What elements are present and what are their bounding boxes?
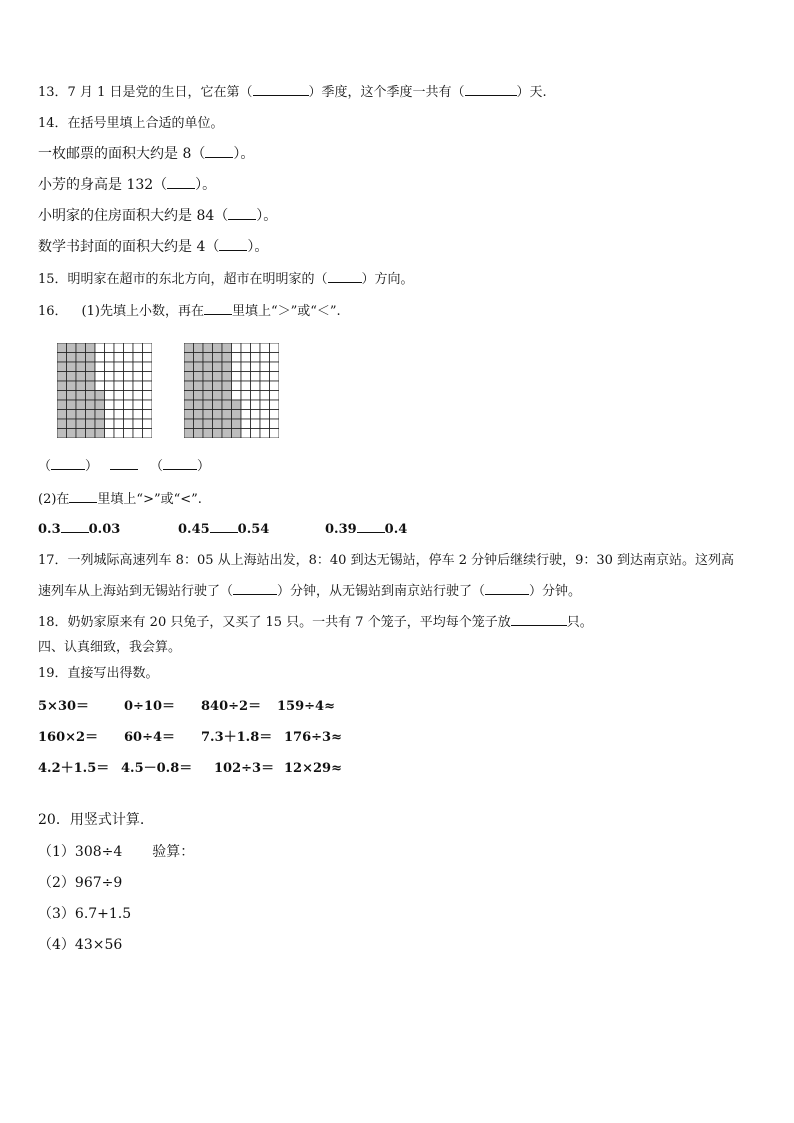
grid-cell (260, 372, 270, 382)
grid-cell-shaded (86, 410, 96, 420)
grid-cell-shaded (232, 419, 242, 429)
q20-item-3: （3）6.7+1.5 (38, 906, 132, 922)
grid-cell (133, 372, 143, 382)
q16-answer-right-open: （ (150, 459, 164, 474)
grid-cell-shaded (203, 381, 213, 391)
grid-cell (232, 353, 242, 363)
q16-number: 16． (38, 304, 68, 319)
grid-cell-shaded (203, 400, 213, 410)
compare-blank-3[interactable] (357, 520, 385, 533)
grid-cell (133, 381, 143, 391)
grid-cell-shaded (76, 353, 86, 363)
grid-cell-shaded (67, 362, 77, 372)
grid-cell (133, 419, 143, 429)
q16-part1-text-b: 里填上“＞”或“＜”. (231, 304, 341, 319)
q18-text-a: 18．奶奶家原来有 20 只兔子，又买了 15 只。一共有 7 个笼子，平均每个笼子放 (38, 615, 511, 630)
grid-cell (251, 429, 261, 439)
grid-cell-shaded (57, 362, 67, 372)
grid-cell (251, 400, 261, 410)
grid-cell-shaded (184, 429, 194, 439)
grid-cell-shaded (203, 429, 213, 439)
grid-cell (232, 362, 242, 372)
grid-cell-shaded (232, 429, 242, 439)
grid-cell (95, 362, 105, 372)
grid-cell (270, 343, 280, 353)
grid-cell (260, 381, 270, 391)
grid-cell (114, 391, 124, 401)
grid-cell (270, 410, 280, 420)
grid-cell-shaded (67, 410, 77, 420)
grid-cell-shaded (194, 353, 204, 363)
grid-cell (251, 419, 261, 429)
grid-cell (143, 343, 153, 353)
grid-cell-shaded (203, 419, 213, 429)
question-13 (38, 83, 547, 102)
grid-cell (133, 400, 143, 410)
q16-part2-blank-sample (69, 490, 97, 503)
grid-cell (232, 343, 242, 353)
q14-item-3-blank[interactable] (228, 207, 256, 220)
q14-item-2-close: ）。 (195, 177, 217, 193)
grid-cell-shaded (86, 353, 96, 363)
grid-cell-shaded (67, 372, 77, 382)
grid-cell (114, 429, 124, 439)
q17-text-c: ）分钟。 (529, 584, 582, 599)
q18-text-b: 只。 (566, 615, 593, 630)
grid-cell-shaded (76, 381, 86, 391)
q20-item-1-text: （1）308÷4 (38, 844, 123, 860)
grid-cell (270, 429, 280, 439)
grid-cell (105, 429, 115, 439)
q20-item-4: （4）43×56 (38, 937, 123, 953)
grid-cell (260, 391, 270, 401)
question-18 (38, 613, 593, 632)
grid-cell-shaded (194, 419, 204, 429)
compare-blank-2[interactable] (210, 520, 238, 533)
grid-cell-shaded (67, 391, 77, 401)
grid-cell-shaded (194, 343, 204, 353)
q16-part1-text-a: (1)先填上小数，再在 (81, 304, 204, 319)
grid-cell (270, 419, 280, 429)
question-20-title: 20．用竖式计算. (38, 812, 145, 828)
grid-cell (260, 343, 270, 353)
q16-answer-left-open: （ (38, 459, 52, 474)
q17-text-a: 速列车从上海站到无锡站行驶了（ (38, 584, 234, 599)
grid-cell (241, 362, 251, 372)
q15-text-b: ）方向。 (361, 272, 414, 287)
grid-cell (251, 410, 261, 420)
q16-part2 (38, 490, 202, 509)
grid-cell (105, 353, 115, 363)
grid-cell (95, 353, 105, 363)
section-4-heading: 四、认真细致，我会算。 (38, 640, 182, 655)
grid-cell (251, 343, 261, 353)
grid-cell-shaded (222, 343, 232, 353)
question-14-title: 14．在括号里填上合适的单位。 (38, 116, 224, 131)
q19-cell: 160×2＝ (38, 730, 99, 745)
q16-part2-text-a: (2)在 (38, 492, 70, 507)
grid-cell-shaded (222, 372, 232, 382)
grid-cell-shaded (86, 391, 96, 401)
grid-cell (133, 391, 143, 401)
q13-blank-season[interactable] (253, 83, 309, 96)
q17-blank-minutes-1[interactable] (233, 582, 277, 595)
grid-cell (124, 381, 134, 391)
grid-cell-shaded (86, 381, 96, 391)
grid-cell-shaded (213, 410, 223, 420)
grid-cell (114, 400, 124, 410)
grid-cell (251, 353, 261, 363)
grid-cell-shaded (194, 362, 204, 372)
grid-cell (260, 400, 270, 410)
q20-item-2: （2）967÷9 (38, 875, 123, 891)
grid-cell (241, 400, 251, 410)
q16-answer-row (38, 457, 210, 476)
q15-text-a: 15．明明家在超市的东北方向，超市在明明家的（ (38, 272, 328, 287)
q16-compare-blank[interactable] (110, 457, 138, 470)
grid-cell-shaded (222, 410, 232, 420)
grid-cell (270, 381, 280, 391)
grid-cell (114, 381, 124, 391)
q15-blank-direction[interactable] (328, 270, 362, 283)
q14-item-3 (38, 207, 277, 225)
q19-cell: 5×30＝ (38, 699, 90, 714)
grid-cell (260, 429, 270, 439)
grid-cell (270, 353, 280, 363)
grid-cell-shaded (213, 381, 223, 391)
grid-cell (105, 410, 115, 420)
grid-cell (114, 372, 124, 382)
grid-cell-shaded (76, 362, 86, 372)
grid-cell (124, 353, 134, 363)
grid-cell (260, 362, 270, 372)
grid-cell-shaded (213, 419, 223, 429)
grid-cell-shaded (203, 362, 213, 372)
grid-cell-shaded (76, 391, 86, 401)
grid-cell-shaded (86, 343, 96, 353)
grid-cell (241, 410, 251, 420)
grid-cell (133, 410, 143, 420)
grid-cell (124, 419, 134, 429)
q16-part1-blank-sample (204, 302, 232, 315)
q16-answer-right-blank[interactable] (163, 457, 197, 470)
q19-cell: 12×29≈ (284, 761, 342, 776)
grid-cell (124, 372, 134, 382)
grid-cell-shaded (57, 381, 67, 391)
grid-cell-shaded (184, 410, 194, 420)
grid-cell (270, 362, 280, 372)
q19-cell: 159÷4≈ (277, 699, 335, 714)
grid-cell-shaded (213, 362, 223, 372)
q14-item-2-blank[interactable] (167, 176, 195, 189)
grid-cell (105, 343, 115, 353)
q19-cell: 0÷10＝ (124, 699, 176, 714)
grid-cell-shaded (57, 410, 67, 420)
question-16 (38, 302, 341, 321)
grid-cell-shaded (67, 353, 77, 363)
q19-cell: 7.3＋1.8＝ (201, 730, 273, 745)
q13-text-c: ）天. (516, 85, 547, 100)
grid-cell (133, 353, 143, 363)
grid-cell-shaded (213, 400, 223, 410)
grid-cell-shaded (86, 362, 96, 372)
grid-cell-shaded (194, 400, 204, 410)
grid-cell (232, 391, 242, 401)
question-15 (38, 270, 414, 289)
q14-item-3-close: ）。 (256, 208, 278, 224)
grid-cell-shaded (184, 400, 194, 410)
q19-cell: 102÷3＝ (214, 761, 275, 776)
grid-cell-shaded (67, 381, 77, 391)
grid-cell-shaded (222, 381, 232, 391)
grid-cell-shaded (232, 410, 242, 420)
grid-cell (124, 429, 134, 439)
grid-cell-shaded (76, 343, 86, 353)
q14-item-1-blank[interactable] (205, 145, 233, 158)
grid-cell-shaded (67, 343, 77, 353)
grid-cell-shaded (213, 372, 223, 382)
grid-cell-shaded (86, 429, 96, 439)
grid-cell-shaded (95, 410, 105, 420)
grid-cell (114, 419, 124, 429)
question-19-title: 19．直接写出得数。 (38, 666, 159, 681)
grid-cell (143, 391, 153, 401)
hundred-grid-1 (57, 343, 152, 438)
q14-item-1-text: 一枚邮票的面积大约是 8（ (38, 146, 206, 162)
grid-cell (241, 343, 251, 353)
q14-item-1 (38, 145, 254, 163)
grid-cell-shaded (222, 429, 232, 439)
grid-cell (270, 391, 280, 401)
grid-cell (105, 400, 115, 410)
grid-cell-shaded (76, 419, 86, 429)
grid-cell-shaded (57, 419, 67, 429)
compare-blank-1[interactable] (61, 520, 89, 533)
grid-cell-shaded (57, 343, 67, 353)
grid-cell (251, 362, 261, 372)
grid-cell (251, 391, 261, 401)
grid-cell-shaded (213, 391, 223, 401)
q14-item-3-text: 小明家的住房面积大约是 84（ (38, 208, 229, 224)
grid-cell (143, 372, 153, 382)
grid-cell-shaded (203, 372, 213, 382)
grid-cell-shaded (184, 381, 194, 391)
question-17-line2 (38, 582, 581, 601)
grid-cell (143, 429, 153, 439)
grid-cell-shaded (232, 400, 242, 410)
grid-cell (114, 410, 124, 420)
grid-cell (114, 343, 124, 353)
grid-cell-shaded (222, 400, 232, 410)
grid-cell-shaded (203, 353, 213, 363)
q14-item-4-text: 数学书封面的面积大约是 4（ (38, 239, 220, 255)
q16-answer-left-close: ） (85, 459, 99, 474)
q19-cell: 60÷4＝ (124, 730, 176, 745)
grid-cell-shaded (67, 419, 77, 429)
q18-blank[interactable] (511, 613, 567, 626)
grid-cell (105, 381, 115, 391)
grid-cell-shaded (194, 410, 204, 420)
grid-cell-shaded (57, 391, 67, 401)
grid-cell-shaded (67, 400, 77, 410)
grid-cell-shaded (86, 372, 96, 382)
grid-cell-shaded (194, 429, 204, 439)
q17-text-b: ）分钟，从无锡站到南京站行驶了（ (277, 584, 486, 599)
grid-cell-shaded (86, 419, 96, 429)
q14-item-2 (38, 176, 216, 194)
grid-cell (143, 400, 153, 410)
grid-cell (143, 410, 153, 420)
q19-cell: 176÷3≈ (284, 730, 342, 745)
grid-cell (114, 362, 124, 372)
grid-cell-shaded (222, 419, 232, 429)
grid-cell (105, 391, 115, 401)
grid-cell (251, 381, 261, 391)
grid-cell-shaded (76, 410, 86, 420)
grid-cell-shaded (95, 400, 105, 410)
compare-item-3: 0.39 0.4 (325, 522, 408, 537)
q14-item-2-text: 小芳的身高是 132（ (38, 177, 168, 193)
hundred-grid-2 (184, 343, 279, 438)
grid-cell (251, 372, 261, 382)
grid-cell (124, 391, 134, 401)
grid-cell (143, 362, 153, 372)
grid-cell-shaded (57, 372, 67, 382)
q19-cell: 840÷2＝ (201, 699, 262, 714)
grid-cell (270, 372, 280, 382)
grid-cell-shaded (213, 353, 223, 363)
q14-item-4-blank[interactable] (219, 238, 247, 251)
grid-cell (241, 353, 251, 363)
q14-item-4 (38, 238, 268, 256)
question-17-line1: 17．一列城际高速列车 8：05 从上海站出发，8：40 到达无锡站，停车 2 分钟后继续行驶，9：30 到达南京站。这列高 (38, 553, 735, 568)
grid-cell-shaded (203, 391, 213, 401)
grid-cell (241, 419, 251, 429)
grid-cell (143, 353, 153, 363)
grid-cell (143, 381, 153, 391)
q19-cell: 4.5－0.8＝ (121, 761, 193, 776)
grid-cell-shaded (184, 343, 194, 353)
grid-cell-shaded (213, 343, 223, 353)
grid-cell (124, 343, 134, 353)
q16-answer-left-blank[interactable] (51, 457, 85, 470)
grid-cell-shaded (95, 391, 105, 401)
grid-cell-shaded (194, 372, 204, 382)
grid-cell (114, 353, 124, 363)
grid-cell (124, 362, 134, 372)
grid-cell-shaded (203, 410, 213, 420)
q20-item-1 (38, 843, 194, 861)
q17-blank-minutes-2[interactable] (485, 582, 529, 595)
grid-cell-shaded (57, 429, 67, 439)
grid-cell-shaded (184, 391, 194, 401)
grid-cell (241, 391, 251, 401)
grid-cell (95, 343, 105, 353)
q20-check-label: 验算： (152, 844, 195, 860)
grid-cell (133, 343, 143, 353)
grid-cell-shaded (57, 400, 67, 410)
grid-cell (105, 419, 115, 429)
grid-cell-shaded (222, 362, 232, 372)
grid-cell-shaded (194, 381, 204, 391)
grid-cell (232, 372, 242, 382)
grid-cell (133, 429, 143, 439)
q16-part2-text-b: 里填上“>”或“<”. (97, 492, 202, 507)
grid-cell-shaded (184, 362, 194, 372)
grid-cell-shaded (86, 400, 96, 410)
q13-text-a: 7 月 1 日是党的生日，它在第（ (67, 85, 253, 100)
grid-cell (105, 372, 115, 382)
grid-cell-shaded (95, 429, 105, 439)
grid-cell (260, 410, 270, 420)
grid-cell-shaded (76, 400, 86, 410)
grid-cell-shaded (213, 429, 223, 439)
grid-cell (95, 372, 105, 382)
grid-cell-shaded (67, 429, 77, 439)
grid-cell (241, 429, 251, 439)
grid-cell (232, 381, 242, 391)
grid-cell (260, 419, 270, 429)
grid-cell-shaded (203, 343, 213, 353)
q13-number: 13． (38, 85, 68, 100)
q16-answer-right-close: ） (197, 459, 211, 474)
grid-cell-shaded (76, 372, 86, 382)
grid-cell (241, 372, 251, 382)
grid-cell-shaded (184, 353, 194, 363)
grid-cell (241, 381, 251, 391)
q13-blank-days[interactable] (465, 83, 517, 96)
grid-cell-shaded (76, 429, 86, 439)
grid-cell-shaded (184, 372, 194, 382)
grid-cell-shaded (194, 391, 204, 401)
compare-item-1: 0.3 0.03 (38, 522, 121, 537)
q19-cell: 4.2＋1.5＝ (38, 761, 110, 776)
grid-cell-shaded (57, 353, 67, 363)
q13-text-b: ）季度，这个季度一共有（ (308, 85, 465, 100)
compare-item-2: 0.45 0.54 (178, 522, 270, 537)
grid-cell (95, 381, 105, 391)
grid-cell (124, 410, 134, 420)
grid-cell (133, 362, 143, 372)
q14-item-1-close: ）。 (233, 146, 255, 162)
grid-cell (260, 353, 270, 363)
q14-item-4-close: ）。 (247, 239, 269, 255)
grid-cell (270, 400, 280, 410)
grid-cell (143, 419, 153, 429)
grid-cell-shaded (222, 391, 232, 401)
grid-cell-shaded (222, 353, 232, 363)
grid-cell-shaded (95, 419, 105, 429)
grid-cell (124, 400, 134, 410)
grid-cell (105, 362, 115, 372)
grid-cell-shaded (184, 419, 194, 429)
